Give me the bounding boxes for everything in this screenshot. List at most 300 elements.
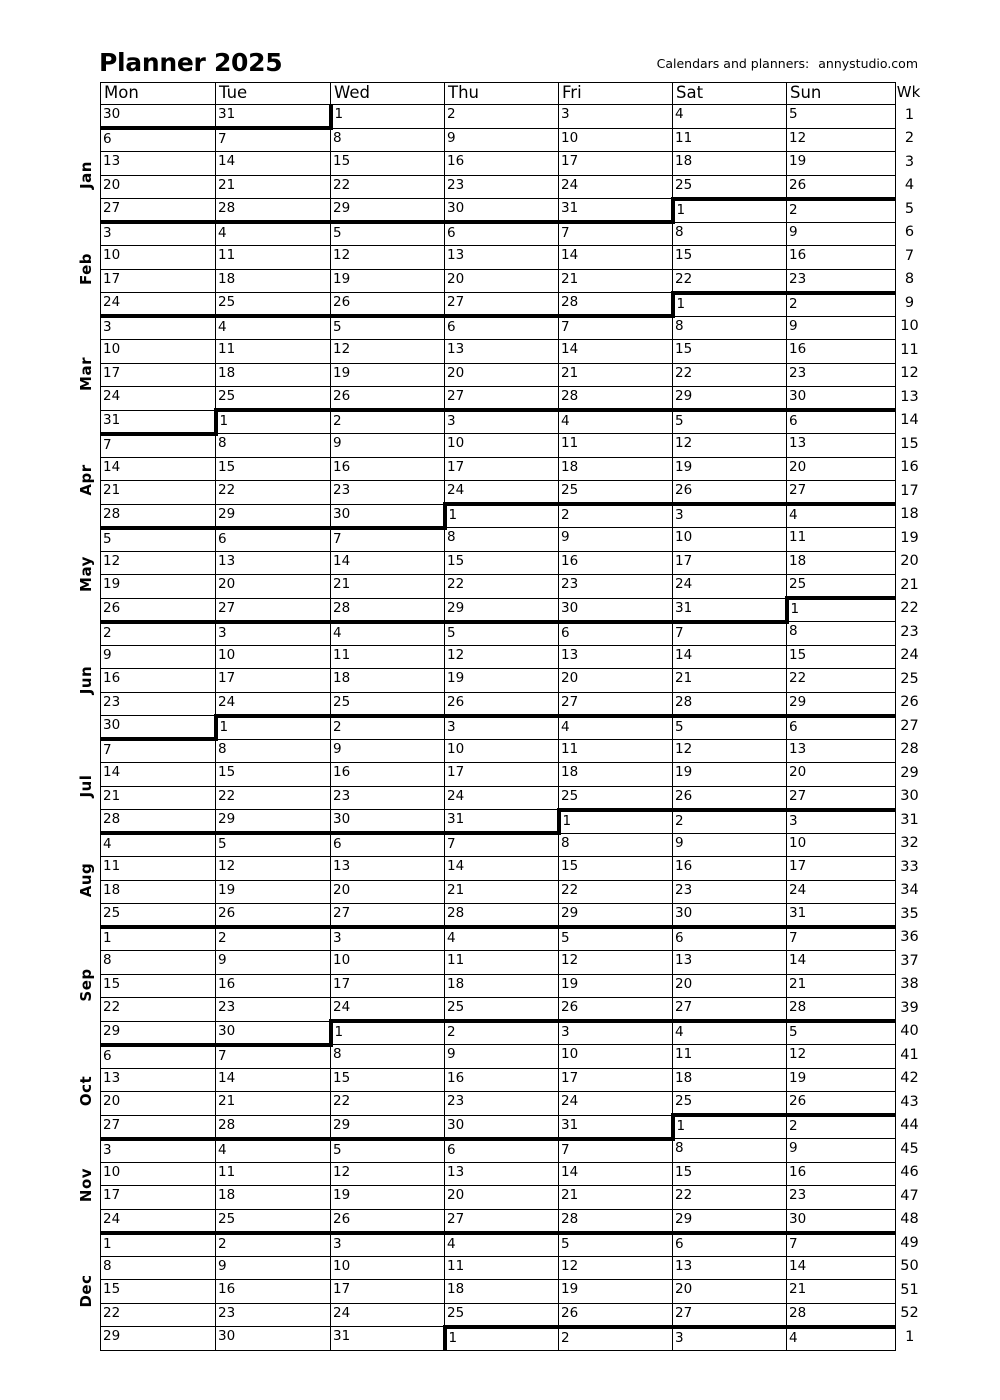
- day-cell: 23: [787, 363, 896, 387]
- day-cell: 20: [787, 457, 896, 481]
- day-cell: 21: [559, 363, 673, 387]
- month-label-may: May: [77, 556, 95, 592]
- day-cell: 25: [673, 175, 787, 199]
- day-cell: 11: [787, 528, 896, 552]
- day-cell: 9: [559, 528, 673, 552]
- day-cell: 16: [559, 551, 673, 575]
- day-cell: 29: [216, 504, 331, 528]
- day-cell: 20: [331, 880, 445, 904]
- week-number: 20: [900, 553, 919, 569]
- day-cell: 12: [331, 1162, 445, 1186]
- day-cell: 26: [787, 175, 896, 199]
- day-cell: 20: [216, 575, 331, 599]
- day-cell: 23: [216, 1303, 331, 1327]
- day-cell: 26: [445, 692, 559, 716]
- day-cell: 19: [101, 575, 216, 599]
- week-row: [101, 363, 922, 387]
- day-cell: 17: [559, 152, 673, 176]
- day-cell: 11: [216, 1162, 331, 1186]
- day-cell: 12: [216, 857, 331, 881]
- day-cell: 19: [787, 1068, 896, 1092]
- week-number: 28: [900, 741, 919, 757]
- day-cell: 20: [673, 1280, 787, 1304]
- week-row: [101, 457, 922, 481]
- day-cell: 29: [673, 387, 787, 411]
- week-row: [101, 1092, 922, 1116]
- day-cell: 10: [787, 833, 896, 857]
- day-cell: 1: [101, 927, 216, 951]
- day-cell: 1: [673, 199, 787, 223]
- week-number: 37: [900, 952, 919, 969]
- week-number: 14: [900, 412, 919, 428]
- day-cell: 15: [216, 763, 331, 787]
- day-cell: 5: [331, 316, 445, 340]
- day-cell: 25: [445, 998, 559, 1022]
- day-cell: 8: [216, 739, 331, 763]
- day-cell: 14: [787, 951, 896, 975]
- day-cell: 11: [445, 951, 559, 975]
- day-cell: 26: [787, 1092, 896, 1116]
- week-number: 32: [900, 835, 919, 851]
- day-cell: 28: [101, 504, 216, 528]
- col-header-thu: Thu: [445, 83, 559, 105]
- day-cell: 21: [216, 175, 331, 199]
- day-cell: 2: [216, 927, 331, 951]
- day-cell: 27: [673, 1303, 787, 1327]
- day-cell: 28: [559, 387, 673, 411]
- day-cell: 10: [101, 1162, 216, 1186]
- day-cell: 13: [787, 434, 896, 458]
- day-cell: 18: [559, 457, 673, 481]
- day-cell: 13: [673, 1256, 787, 1280]
- day-cell: 24: [673, 575, 787, 599]
- day-cell: 28: [673, 692, 787, 716]
- day-cell: 4: [787, 1327, 896, 1351]
- week-row: [101, 692, 922, 716]
- day-cell: 20: [445, 1186, 559, 1210]
- day-cell: 31: [559, 1115, 673, 1139]
- day-cell: 8: [331, 128, 445, 152]
- day-cell: 21: [101, 481, 216, 505]
- day-cell: 6: [216, 528, 331, 552]
- day-cell: 6: [445, 1139, 559, 1163]
- day-cell: 26: [559, 1303, 673, 1327]
- week-row: [101, 833, 922, 857]
- day-cell: 5: [216, 833, 331, 857]
- day-cell: 7: [101, 739, 216, 763]
- day-cell: 15: [787, 645, 896, 669]
- day-cell: 13: [101, 152, 216, 176]
- day-cell: 23: [445, 175, 559, 199]
- day-cell: 7: [787, 1233, 896, 1257]
- day-cell: 15: [101, 1280, 216, 1304]
- day-cell: 12: [445, 645, 559, 669]
- week-number: 49: [900, 1234, 919, 1251]
- day-cell: 28: [787, 1303, 896, 1327]
- day-cell: 28: [559, 293, 673, 317]
- day-cell: 30: [101, 716, 216, 740]
- month-label-nov: Nov: [77, 1167, 95, 1203]
- day-cell: 21: [331, 575, 445, 599]
- week-number: 19: [900, 529, 919, 546]
- day-cell: 14: [216, 152, 331, 176]
- day-cell: 6: [787, 716, 896, 740]
- day-cell: 9: [331, 739, 445, 763]
- week-number: 41: [900, 1046, 919, 1063]
- day-cell: 26: [673, 481, 787, 505]
- day-cell: 9: [216, 1256, 331, 1280]
- day-cell: 4: [445, 1233, 559, 1257]
- day-cell: 6: [445, 316, 559, 340]
- calendar-body: [101, 105, 922, 1351]
- week-row: [101, 1280, 922, 1304]
- week-number: 7: [904, 247, 915, 264]
- week-row: [101, 669, 922, 693]
- week-row: [101, 1162, 922, 1186]
- day-cell: 30: [787, 387, 896, 411]
- day-cell: 2: [787, 293, 896, 317]
- day-cell: 28: [445, 904, 559, 928]
- week-row: [101, 716, 922, 740]
- day-cell: 28: [216, 1115, 331, 1139]
- day-cell: 13: [787, 739, 896, 763]
- month-label-dec: Dec: [77, 1274, 95, 1308]
- day-cell: 12: [101, 551, 216, 575]
- day-cell: 4: [787, 504, 896, 528]
- day-cell: 22: [101, 998, 216, 1022]
- col-header-tue: Tue: [216, 83, 331, 105]
- day-cell: 10: [101, 246, 216, 270]
- week-number: 23: [900, 623, 919, 640]
- day-cell: 2: [101, 622, 216, 646]
- day-cell: 7: [331, 528, 445, 552]
- day-cell: 15: [673, 246, 787, 270]
- col-header-sat: Sat: [673, 83, 787, 105]
- day-cell: 4: [101, 833, 216, 857]
- day-cell: 18: [673, 1068, 787, 1092]
- day-cell: 14: [101, 763, 216, 787]
- day-cell: 10: [216, 645, 331, 669]
- day-cell: 8: [331, 1045, 445, 1069]
- col-header-week-number: Wk: [896, 82, 921, 101]
- day-cell: 17: [445, 457, 559, 481]
- day-cell: 1: [216, 716, 331, 740]
- day-cell: 3: [331, 927, 445, 951]
- week-row: [101, 880, 922, 904]
- day-cell: 25: [445, 1303, 559, 1327]
- day-cell: 28: [101, 810, 216, 834]
- day-cell: 11: [559, 434, 673, 458]
- month-label-aug: Aug: [77, 862, 95, 897]
- week-number: 11: [900, 341, 919, 358]
- day-cell: 20: [101, 1092, 216, 1116]
- day-cell: 16: [216, 974, 331, 998]
- day-cell: 8: [787, 622, 896, 646]
- week-number: 17: [900, 482, 919, 499]
- day-cell: 6: [101, 1045, 216, 1069]
- day-cell: 15: [101, 974, 216, 998]
- week-row: [101, 293, 922, 317]
- day-cell: 2: [559, 1327, 673, 1351]
- day-cell: 17: [216, 669, 331, 693]
- day-cell: 7: [559, 1139, 673, 1163]
- week-row: [101, 269, 922, 293]
- day-cell: 31: [673, 598, 787, 622]
- day-cell: 28: [216, 199, 331, 223]
- day-cell: 1: [216, 410, 331, 434]
- day-cell: 25: [559, 786, 673, 810]
- day-cell: 25: [216, 387, 331, 411]
- day-cell: 4: [216, 1139, 331, 1163]
- day-cell: 18: [787, 551, 896, 575]
- day-cell: 31: [101, 410, 216, 434]
- week-number: 24: [900, 647, 919, 663]
- day-cell: 16: [101, 669, 216, 693]
- day-cell: 1: [331, 105, 445, 129]
- day-cell: 31: [216, 105, 331, 129]
- day-cell: 2: [216, 1233, 331, 1257]
- day-cell: 9: [787, 316, 896, 340]
- day-cell: 4: [216, 222, 331, 246]
- week-row: [101, 763, 922, 787]
- day-cell: 3: [101, 316, 216, 340]
- week-number: 40: [900, 1023, 919, 1039]
- day-cell: 9: [445, 128, 559, 152]
- day-cell: 7: [787, 927, 896, 951]
- day-cell: 3: [101, 222, 216, 246]
- day-cell: 24: [101, 1209, 216, 1233]
- week-number: 1: [905, 1328, 915, 1345]
- day-cell: 1: [559, 810, 673, 834]
- day-cell: 22: [559, 880, 673, 904]
- day-cell: 15: [445, 551, 559, 575]
- day-cell: 27: [787, 481, 896, 505]
- day-cell: 17: [331, 974, 445, 998]
- day-cell: 19: [331, 269, 445, 293]
- attribution-site-link[interactable]: annystudio.com: [818, 56, 918, 71]
- week-row: [101, 387, 922, 411]
- day-cell: 6: [673, 927, 787, 951]
- week-row: [101, 622, 922, 646]
- day-cell: 29: [331, 1115, 445, 1139]
- week-row: [101, 1068, 922, 1092]
- day-cell: 9: [787, 222, 896, 246]
- day-cell: 17: [673, 551, 787, 575]
- day-cell: 15: [331, 152, 445, 176]
- day-cell: 11: [673, 128, 787, 152]
- day-cell: 23: [787, 1186, 896, 1210]
- day-cell: 25: [216, 1209, 331, 1233]
- day-cell: 7: [559, 316, 673, 340]
- day-cell: 11: [559, 739, 673, 763]
- week-row: [101, 199, 922, 223]
- day-cell: 27: [445, 1209, 559, 1233]
- day-cell: 17: [787, 857, 896, 881]
- day-cell: 30: [216, 1327, 331, 1351]
- day-cell: 10: [445, 739, 559, 763]
- day-cell: 5: [331, 222, 445, 246]
- day-cell: 2: [445, 1021, 559, 1045]
- day-cell: 29: [673, 1209, 787, 1233]
- month-label-jul: Jul: [77, 774, 95, 797]
- day-cell: 16: [673, 857, 787, 881]
- week-number: 39: [900, 999, 919, 1016]
- day-cell: 21: [673, 669, 787, 693]
- week-row: [101, 1139, 922, 1163]
- day-cell: 16: [787, 1162, 896, 1186]
- week-row: [101, 316, 922, 340]
- week-number: 3: [904, 153, 915, 170]
- day-cell: 2: [673, 810, 787, 834]
- day-cell: 3: [559, 105, 673, 129]
- week-number: 4: [904, 177, 915, 193]
- day-cell: 21: [787, 1280, 896, 1304]
- week-row: [101, 951, 922, 975]
- day-cell: 15: [673, 1162, 787, 1186]
- day-cell: 19: [331, 1186, 445, 1210]
- day-cell: 8: [673, 1139, 787, 1163]
- day-cell: 4: [673, 1021, 787, 1045]
- day-cell: 22: [216, 786, 331, 810]
- week-number: 47: [900, 1187, 919, 1204]
- day-cell: 30: [101, 105, 216, 129]
- week-row: [101, 481, 922, 505]
- week-number: 1: [904, 106, 915, 123]
- day-cell: 30: [331, 810, 445, 834]
- day-cell: 1: [445, 1327, 559, 1351]
- week-row: [101, 974, 922, 998]
- week-row: [101, 786, 922, 810]
- day-cell: 12: [559, 1256, 673, 1280]
- day-cell: 12: [787, 128, 896, 152]
- day-cell: 26: [216, 904, 331, 928]
- day-cell: 6: [331, 833, 445, 857]
- day-cell: 19: [673, 763, 787, 787]
- day-cell: 8: [673, 222, 787, 246]
- week-number: 43: [900, 1093, 919, 1110]
- day-cell: 3: [216, 622, 331, 646]
- day-cell: 20: [101, 175, 216, 199]
- day-cell: 21: [559, 269, 673, 293]
- week-row: [101, 998, 922, 1022]
- day-cell: 15: [673, 340, 787, 364]
- week-number: 48: [900, 1211, 919, 1227]
- day-cell: 5: [787, 1021, 896, 1045]
- week-row: [101, 575, 922, 599]
- day-cell: 22: [673, 363, 787, 387]
- day-cell: 23: [101, 692, 216, 716]
- day-cell: 10: [331, 951, 445, 975]
- day-cell: 30: [673, 904, 787, 928]
- day-cell: 18: [216, 1186, 331, 1210]
- week-row: [101, 739, 922, 763]
- day-cell: 11: [673, 1045, 787, 1069]
- day-cell: 24: [101, 293, 216, 317]
- day-cell: 1: [331, 1021, 445, 1045]
- col-header-mon: Mon: [101, 83, 216, 105]
- day-cell: 3: [101, 1139, 216, 1163]
- day-cell: 23: [559, 575, 673, 599]
- day-cell: 5: [559, 1233, 673, 1257]
- week-row: [101, 1303, 922, 1327]
- day-cell: 20: [787, 763, 896, 787]
- day-cell: 25: [673, 1092, 787, 1116]
- day-cell: 26: [331, 387, 445, 411]
- day-cell: 27: [101, 1115, 216, 1139]
- day-cell: 7: [559, 222, 673, 246]
- week-row: [101, 105, 922, 129]
- day-cell: 4: [559, 410, 673, 434]
- day-cell: 7: [101, 434, 216, 458]
- day-cell: 17: [445, 763, 559, 787]
- month-label-jan: Jan: [77, 160, 95, 189]
- day-cell: 17: [559, 1068, 673, 1092]
- day-cell: 31: [445, 810, 559, 834]
- week-row: [101, 222, 922, 246]
- week-number: 15: [900, 435, 919, 452]
- week-row: [101, 1327, 922, 1351]
- attribution: [657, 56, 918, 71]
- day-cell: 14: [559, 340, 673, 364]
- week-number: 6: [904, 224, 915, 240]
- day-cell: 10: [559, 1045, 673, 1069]
- day-cell: 3: [445, 410, 559, 434]
- day-cell: 23: [673, 880, 787, 904]
- day-cell: 28: [787, 998, 896, 1022]
- day-cell: 14: [331, 551, 445, 575]
- day-cell: 12: [559, 951, 673, 975]
- day-cell: 6: [787, 410, 896, 434]
- day-cell: 9: [101, 645, 216, 669]
- day-cell: 26: [101, 598, 216, 622]
- day-cell: 31: [331, 1327, 445, 1351]
- day-cell: 24: [331, 1303, 445, 1327]
- day-cell: 8: [445, 528, 559, 552]
- week-number: 42: [900, 1070, 919, 1086]
- day-cell: 27: [101, 199, 216, 223]
- day-cell: 4: [331, 622, 445, 646]
- day-cell: 29: [101, 1327, 216, 1351]
- day-cell: 20: [445, 269, 559, 293]
- day-cell: 22: [673, 1186, 787, 1210]
- day-cell: 9: [331, 434, 445, 458]
- day-cell: 14: [559, 1162, 673, 1186]
- week-number: 50: [900, 1258, 919, 1274]
- day-cell: 13: [101, 1068, 216, 1092]
- week-row: [101, 152, 922, 176]
- day-cell: 19: [445, 669, 559, 693]
- day-cell: 16: [445, 1068, 559, 1092]
- day-cell: 5: [559, 927, 673, 951]
- week-row: [101, 1021, 922, 1045]
- day-cell: 2: [787, 1115, 896, 1139]
- month-label-jun: Jun: [77, 665, 95, 694]
- week-number: 51: [900, 1281, 919, 1298]
- week-number: 25: [900, 670, 919, 687]
- week-number: 34: [900, 882, 919, 898]
- day-cell: 5: [787, 105, 896, 129]
- day-cell: 13: [673, 951, 787, 975]
- day-cell: 13: [559, 645, 673, 669]
- day-cell: 5: [673, 716, 787, 740]
- day-cell: 18: [559, 763, 673, 787]
- day-cell: 30: [331, 504, 445, 528]
- day-cell: 18: [216, 363, 331, 387]
- day-cell: 4: [673, 105, 787, 129]
- day-cell: 31: [787, 904, 896, 928]
- day-cell: 27: [445, 387, 559, 411]
- day-cell: 23: [331, 786, 445, 810]
